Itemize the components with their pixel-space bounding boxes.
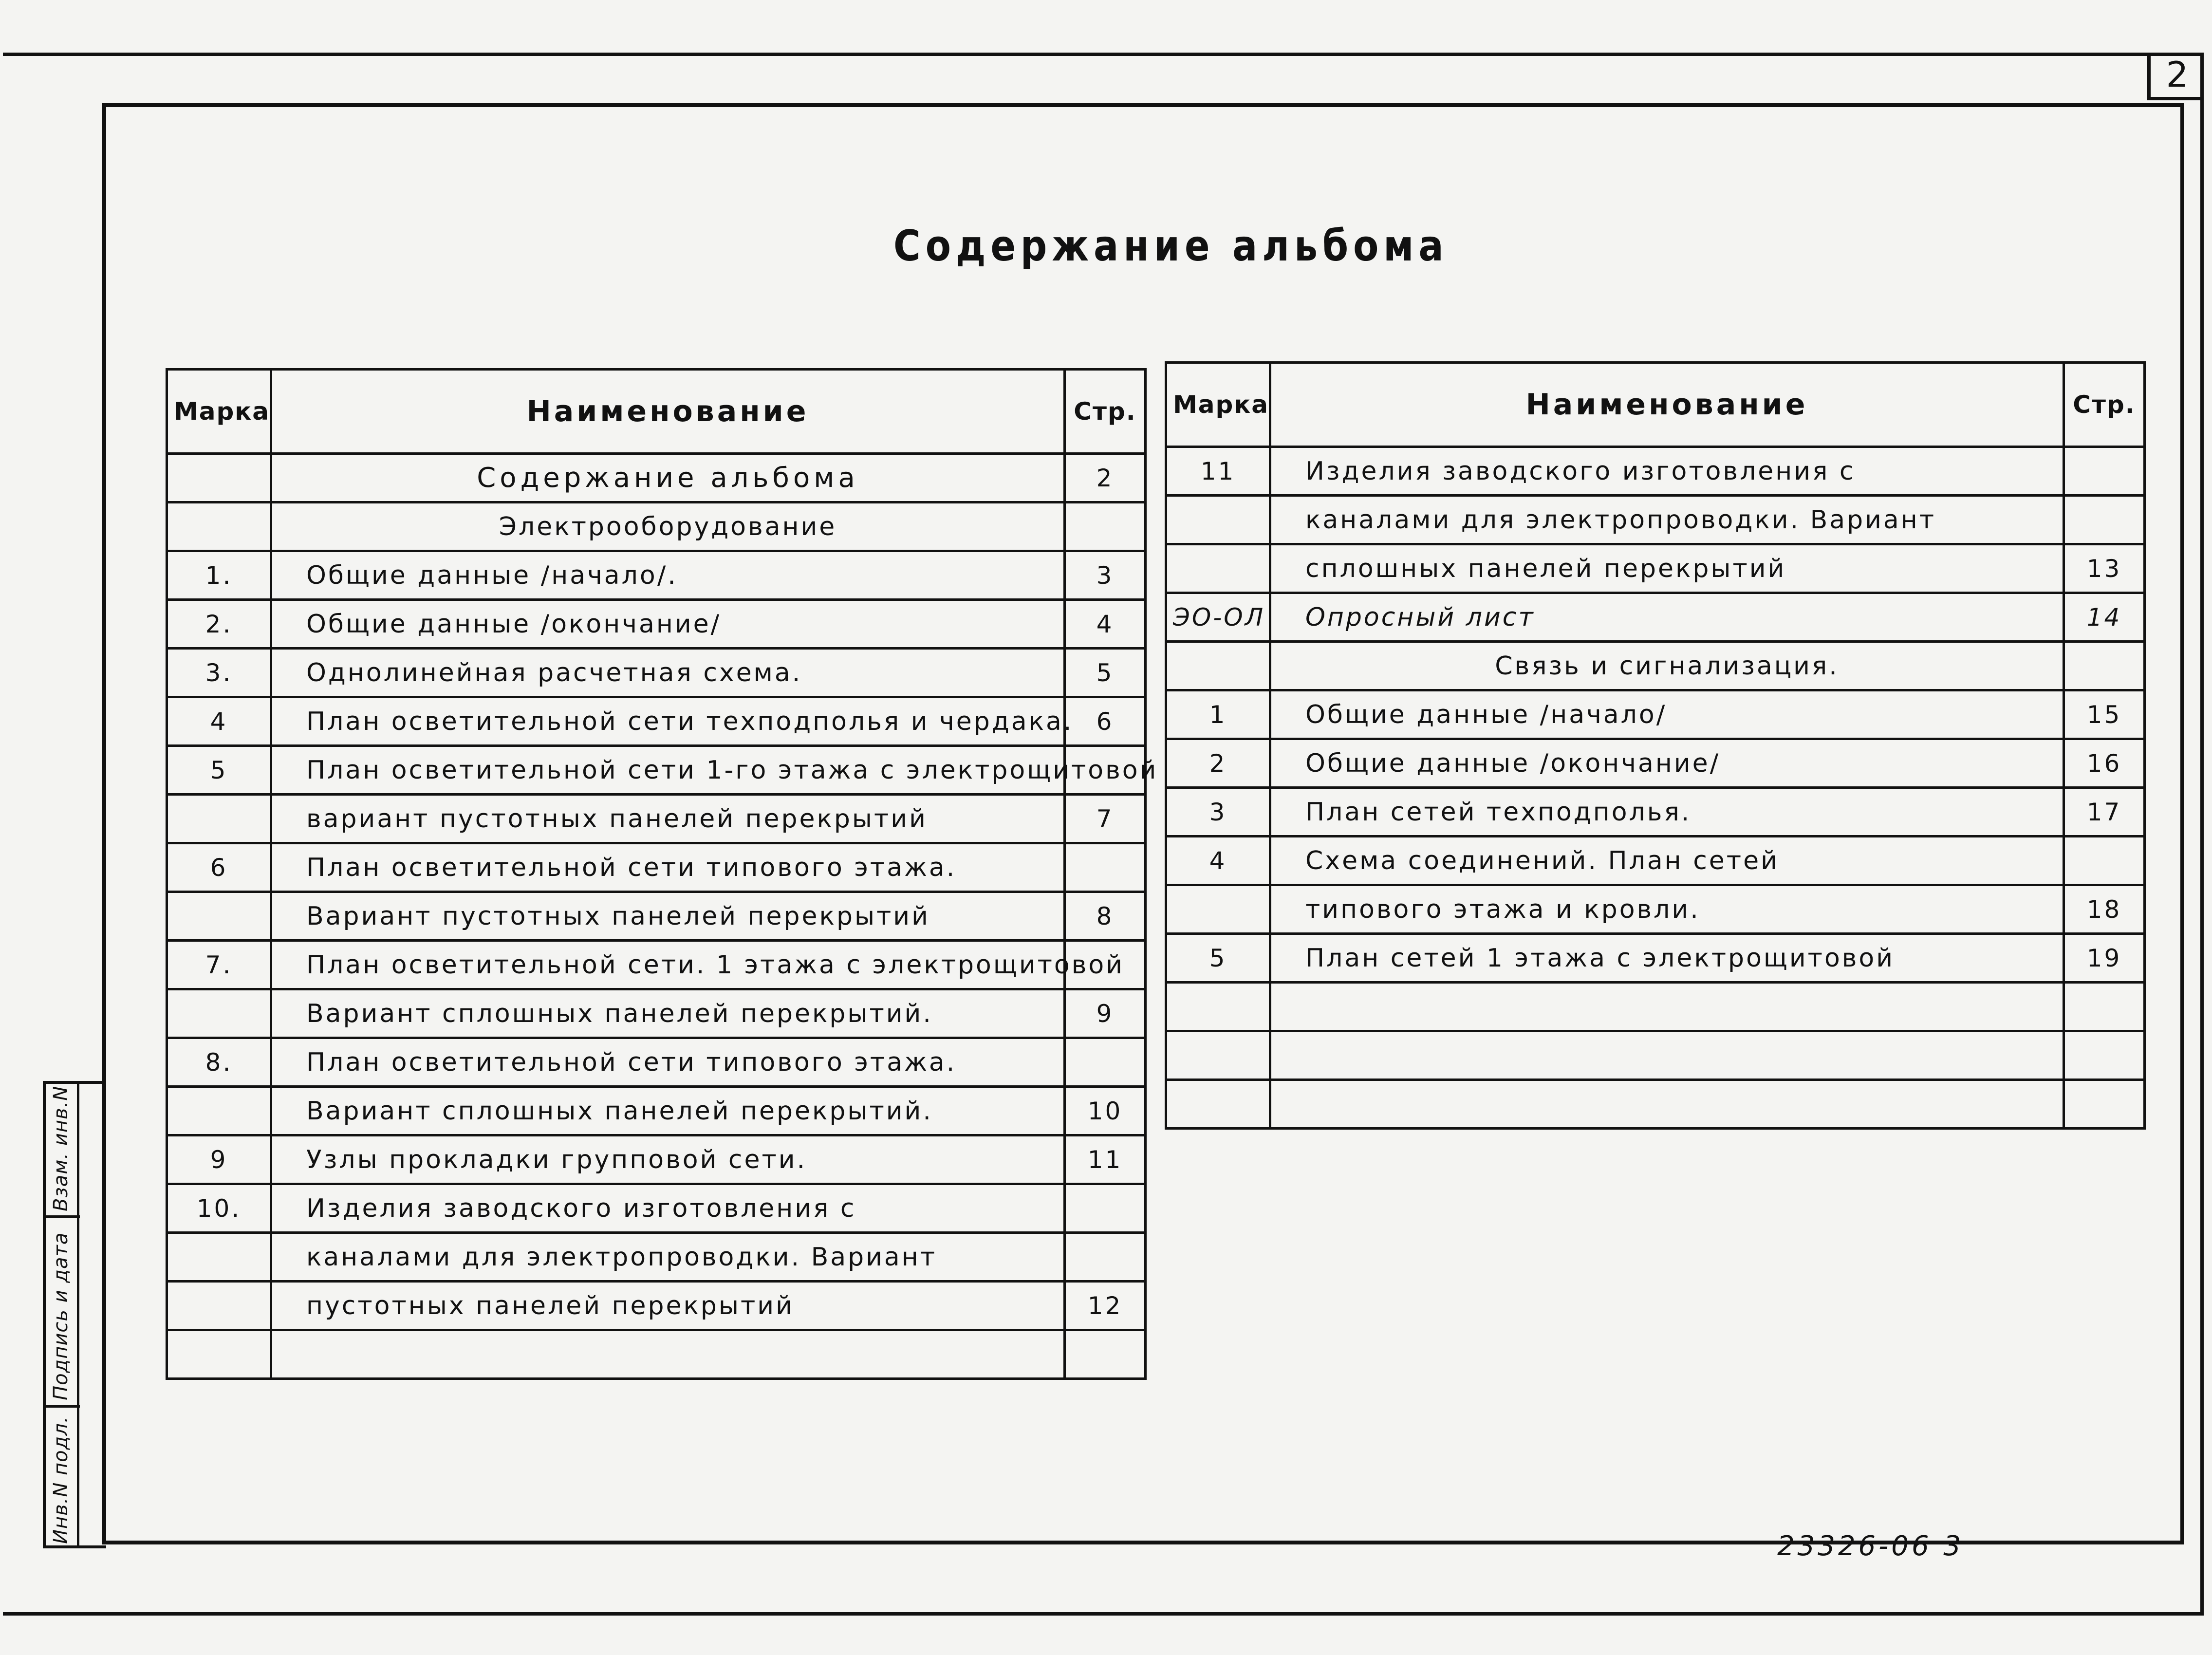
- table-row: [167, 697, 1146, 746]
- table-row: [167, 746, 1146, 795]
- row-name: Узлы прокладки групповой сети.: [271, 1135, 1065, 1184]
- stamp-signature-date: Подпись и дата: [50, 1232, 72, 1400]
- table-row: [167, 454, 1146, 502]
- row-page: 4: [1065, 600, 1146, 649]
- contents-table-left: [166, 368, 1158, 1380]
- row-name: Вариант пустотных панелей перекрытий: [271, 892, 1065, 941]
- row-page: [2064, 837, 2145, 885]
- page-title: Содержание альбома: [893, 221, 1449, 271]
- row-page: [1065, 843, 1146, 892]
- table-row: [1166, 739, 2145, 788]
- row-name: План сетей 1 этажа с электрощитовой: [1270, 934, 2064, 983]
- row-page: 17: [2064, 788, 2145, 837]
- row-name: Общие данные /окончание/: [271, 600, 1065, 649]
- table-row: [167, 941, 1146, 989]
- header-mark: Марка: [167, 370, 271, 454]
- row-name: План осветительной сети типового этажа.: [271, 1038, 1065, 1087]
- row-mark: [167, 795, 271, 843]
- table-row: [1166, 934, 2145, 983]
- header-mark: Марка: [1166, 363, 1270, 447]
- row-name: План сетей техподполья.: [1270, 788, 2064, 837]
- row-name: Общие данные /начало/: [1270, 690, 2064, 739]
- row-name: Вариант сплошных панелей перекрытий.: [271, 989, 1065, 1038]
- row-page: 2: [1065, 454, 1146, 502]
- row-name: типового этажа и кровли.: [1270, 885, 2064, 934]
- header-name: Наименование: [271, 370, 1065, 454]
- row-name: План осветительной сети техподполья и чердака.: [271, 697, 1065, 746]
- row-mark: 8.: [167, 1038, 271, 1087]
- row-mark: 7.: [167, 941, 271, 989]
- table-row: [167, 1233, 1146, 1282]
- table-row: [1166, 642, 2145, 690]
- row-mark: [1166, 885, 1270, 934]
- row-page: 14: [2064, 593, 2145, 642]
- row-name: План осветительной сети 1-го этажа с электрощитовой: [271, 746, 1065, 795]
- row-mark: [167, 502, 271, 551]
- row-name: Изделия заводского изготовления с: [1270, 447, 2064, 496]
- row-name: сплошных панелей перекрытий: [1270, 544, 2064, 593]
- table-row: [167, 1038, 1146, 1087]
- row-name: пустотных панелей перекрытий: [271, 1282, 1065, 1330]
- table-row: [167, 1282, 1146, 1330]
- row-name: Содержание альбома: [271, 454, 1065, 502]
- table-row: [167, 1184, 1146, 1233]
- row-name: Однолинейная расчетная схема.: [271, 649, 1065, 697]
- header-page: Стр.: [2064, 363, 2145, 447]
- row-page: 18: [2064, 885, 2145, 934]
- stamp-vzam-inv: Взам. инв.N: [50, 1085, 72, 1211]
- row-mark: [167, 1087, 271, 1135]
- row-mark: [1166, 1080, 1270, 1129]
- row-mark: [1166, 496, 1270, 544]
- row-name: Изделия заводского изготовления с: [271, 1184, 1065, 1233]
- table-header-row: [1166, 363, 2145, 447]
- table-row: [1166, 544, 2145, 593]
- row-name: [1270, 1080, 2064, 1129]
- row-mark: 4: [1166, 837, 1270, 885]
- row-mark: [1166, 544, 1270, 593]
- table-row: [1166, 690, 2145, 739]
- table-row: [167, 1330, 1146, 1379]
- table-row: [167, 502, 1146, 551]
- table-row: [167, 989, 1146, 1038]
- row-mark: [167, 1330, 271, 1379]
- row-mark: 3.: [167, 649, 271, 697]
- row-page: 6: [1065, 697, 1146, 746]
- row-page: 16: [2064, 739, 2145, 788]
- table-row: [1166, 496, 2145, 544]
- row-name: [271, 1330, 1065, 1379]
- table-row: [167, 892, 1146, 941]
- row-page: 11: [1065, 1135, 1146, 1184]
- row-page: [2064, 642, 2145, 690]
- row-mark: [167, 892, 271, 941]
- stamp-divider: [46, 1215, 80, 1218]
- row-mark: [167, 454, 271, 502]
- row-mark: ЭО-ОЛ: [1166, 593, 1270, 642]
- table-row: [167, 843, 1146, 892]
- row-page: 7: [1065, 795, 1146, 843]
- row-name: вариант пустотных панелей перекрытий: [271, 795, 1065, 843]
- row-mark: 5: [1166, 934, 1270, 983]
- row-page: [2064, 983, 2145, 1031]
- row-name: Электрооборудование: [271, 502, 1065, 551]
- row-mark: [1166, 642, 1270, 690]
- table-row: [167, 649, 1146, 697]
- table-row: [1166, 1031, 2145, 1080]
- row-name: Общие данные /начало/.: [271, 551, 1065, 600]
- row-mark: [167, 989, 271, 1038]
- table-row: [1166, 1080, 2145, 1129]
- row-mark: 5: [167, 746, 271, 795]
- row-mark: 3: [1166, 788, 1270, 837]
- row-mark: [1166, 983, 1270, 1031]
- row-page: 15: [2064, 690, 2145, 739]
- side-stamp: [43, 1081, 106, 1548]
- row-name: Вариант сплошных панелей перекрытий.: [271, 1087, 1065, 1135]
- row-page: 5: [1065, 649, 1146, 697]
- row-mark: 2.: [167, 600, 271, 649]
- contents-table-right: [1165, 361, 2146, 1130]
- row-name: План осветительной сети типового этажа.: [271, 843, 1065, 892]
- row-page: [1065, 502, 1146, 551]
- row-page: [1065, 1330, 1146, 1379]
- table-row: [1166, 788, 2145, 837]
- row-name: каналами для электропроводки. Вариант: [1270, 496, 2064, 544]
- row-name: каналами для электропроводки. Вариант: [271, 1233, 1065, 1282]
- row-name: Связь и сигнализация.: [1270, 642, 2064, 690]
- row-name: Общие данные /окончание/: [1270, 739, 2064, 788]
- table-row: [167, 795, 1146, 843]
- row-mark: [167, 1282, 271, 1330]
- row-name: [1270, 983, 2064, 1031]
- row-mark: 6: [167, 843, 271, 892]
- table-row: [1166, 885, 2145, 934]
- row-mark: 1.: [167, 551, 271, 600]
- row-mark: 10.: [167, 1184, 271, 1233]
- table-row: [1166, 983, 2145, 1031]
- row-page: [1065, 1233, 1146, 1282]
- row-mark: [1166, 1031, 1270, 1080]
- row-mark: [167, 1233, 271, 1282]
- row-page: 19: [2064, 934, 2145, 983]
- table-header-row: [167, 370, 1146, 454]
- row-mark: 11: [1166, 447, 1270, 496]
- page-number: 2: [2147, 53, 2204, 100]
- row-page: [1065, 1184, 1146, 1233]
- row-page: 3: [1065, 551, 1146, 600]
- row-page: 10: [1065, 1087, 1146, 1135]
- header-name: Наименование: [1270, 363, 2064, 447]
- row-page: [1065, 1038, 1146, 1087]
- row-page: [2064, 1031, 2145, 1080]
- stamp-inv-podl: Инв.N подл.: [50, 1416, 72, 1544]
- table-row: [1166, 837, 2145, 885]
- drawing-code: 23326-06 3: [1777, 1530, 1964, 1562]
- table-row: [167, 1135, 1146, 1184]
- table-row: [1166, 593, 2145, 642]
- row-name: Схема соединений. План сетей: [1270, 837, 2064, 885]
- stamp-divider: [46, 1405, 80, 1408]
- row-mark: 2: [1166, 739, 1270, 788]
- row-page: [2064, 496, 2145, 544]
- row-page: 13: [2064, 544, 2145, 593]
- row-mark: 9: [167, 1135, 271, 1184]
- header-page: Стр.: [1065, 370, 1146, 454]
- table-row: [167, 1087, 1146, 1135]
- row-page: 8: [1065, 892, 1146, 941]
- row-mark: 1: [1166, 690, 1270, 739]
- table-row: [167, 600, 1146, 649]
- row-name: Опросный лист: [1270, 593, 2064, 642]
- row-name: [1270, 1031, 2064, 1080]
- row-name: План осветительной сети. 1 этажа с электрощитовой: [271, 941, 1065, 989]
- row-mark: 4: [167, 697, 271, 746]
- row-page: 9: [1065, 989, 1146, 1038]
- row-page: [2064, 447, 2145, 496]
- table-row: [167, 551, 1146, 600]
- stamp-divider: [77, 1084, 79, 1545]
- row-page: [2064, 1080, 2145, 1129]
- row-page: 12: [1065, 1282, 1146, 1330]
- table-row: [1166, 447, 2145, 496]
